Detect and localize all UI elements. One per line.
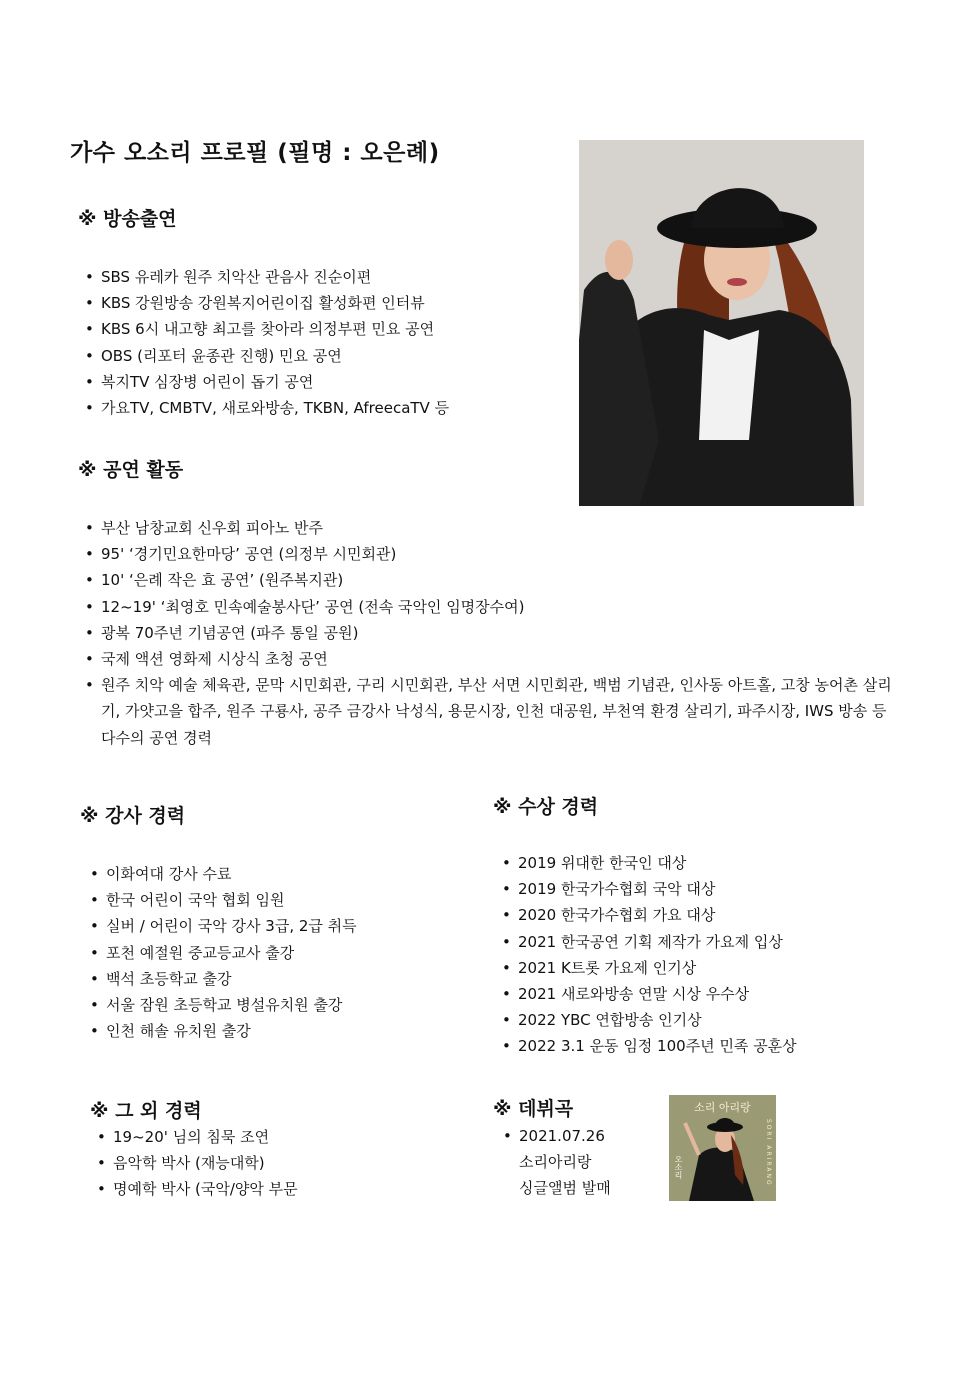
album-cover [669, 1095, 776, 1201]
list-item: • 한국 어린이 국악 협회 임원 [90, 887, 357, 913]
performance-list [85, 515, 900, 751]
broadcast-list [85, 264, 449, 421]
singer-portrait-image [579, 140, 864, 506]
album-artist: 오소리 [674, 1155, 683, 1179]
album-side-text: SORI ARIRANG [765, 1119, 772, 1187]
teaching-list [90, 861, 357, 1044]
list-item: • 서울 잠원 초등학교 병설유치원 출강 [90, 992, 357, 1018]
list-item: • 복지TV 심장병 어린이 돕기 공연 [85, 369, 449, 395]
other-heading: ※ 그 외 경력 [90, 1100, 202, 1122]
list-item: • 백석 초등학교 출강 [90, 966, 357, 992]
list-item: • 가요TV, CMBTV, 새로와방송, TKBN, AfreecaTV 등 [85, 395, 449, 421]
other-list [97, 1124, 298, 1203]
list-item: • 국제 액션 영화제 시상식 초청 공연 [85, 646, 900, 672]
performance-heading: ※ 공연 활동 [78, 459, 184, 481]
list-item: • 광복 70주년 기념공연 (파주 통일 공원) [85, 620, 900, 646]
list-item: • 원주 치악 예술 체육관, 문막 시민회관, 구리 시민회관, 부산 서면 시민회관, 백범 기념관, 인사동 아트홀, 고창 농어촌 살리기, 가얏고을 합주, 원주 구룡사, 공주 금강사 낙성식, 용문시장, 인천 대공원, 부천역 환경 살리기, 파주시장, IWS 방송 등 다수의 공연 경력 [85, 672, 900, 751]
list-item: • 19~20' 님의 침묵 조연 [97, 1124, 298, 1150]
list-item: • 포천 예절원 중교등교사 출강 [90, 940, 357, 966]
debut-date: • 2021.07.26 [519, 1127, 605, 1145]
list-item: • 명예학 박사 (국악/양악 부문 [97, 1176, 298, 1202]
debut-song: 소리아리랑 [519, 1153, 592, 1172]
list-item: • 12~19' ‘최영호 민속예술봉사단’ 공연 (전속 국악인 임명장수여) [85, 594, 900, 620]
debut-release: 싱글앨범 발매 [519, 1179, 611, 1198]
list-item: • 2022 3.1 운동 임정 100주년 민족 공훈상 [502, 1033, 797, 1059]
list-item: • 2022 YBC 연합방송 인기상 [502, 1007, 797, 1033]
list-item: • 이화여대 강사 수료 [90, 861, 357, 887]
list-item: • 95' ‘경기민요한마당’ 공연 (의정부 시민회관) [85, 541, 900, 567]
album-title: 소리 아리랑 [694, 1101, 751, 1114]
awards-list [502, 850, 797, 1060]
profile-photo [579, 140, 864, 506]
list-item: • 실버 / 어린이 국악 강사 3급, 2급 취득 [90, 913, 357, 939]
list-item: • 2019 한국가수협회 국악 대상 [502, 876, 797, 902]
debut-heading: ※ 데뷔곡 [493, 1098, 574, 1120]
list-item: • SBS 유레카 원주 치악산 관음사 진순이편 [85, 264, 449, 290]
list-item: • 부산 남창교회 신우회 피아노 반주 [85, 515, 900, 541]
teaching-heading: ※ 강사 경력 [80, 805, 186, 827]
list-item: • OBS (리포터 윤종관 진행) 민요 공연 [85, 343, 449, 369]
list-item: • KBS 강원방송 강원복지어린이집 활성화편 인터뷰 [85, 290, 449, 316]
awards-heading: ※ 수상 경력 [493, 796, 599, 818]
list-item: • 2021 새로와방송 연말 시상 우수상 [502, 981, 797, 1007]
list-item: • 2019 위대한 한국인 대상 [502, 850, 797, 876]
list-item: • KBS 6시 내고향 최고를 찾아라 의정부편 민요 공연 [85, 316, 449, 342]
list-item: • 10' ‘은례 작은 효 공연’ (원주복지관) [85, 567, 900, 593]
list-item: • 음악학 박사 (재능대학) [97, 1150, 298, 1176]
debut-list [503, 1123, 611, 1202]
list-item: • 인천 해솔 유치원 출강 [90, 1018, 357, 1044]
list-item: • 2021 한국공연 기획 제작가 가요제 입상 [502, 929, 797, 955]
list-item [503, 1123, 611, 1202]
list-item: • 2021 K트롯 가요제 인기상 [502, 955, 797, 981]
page-title: 가수 오소리 프로필 (필명 : 오은례) [70, 140, 440, 166]
list-item: • 2020 한국가수협회 가요 대상 [502, 902, 797, 928]
broadcast-heading: ※ 방송출연 [78, 208, 177, 230]
